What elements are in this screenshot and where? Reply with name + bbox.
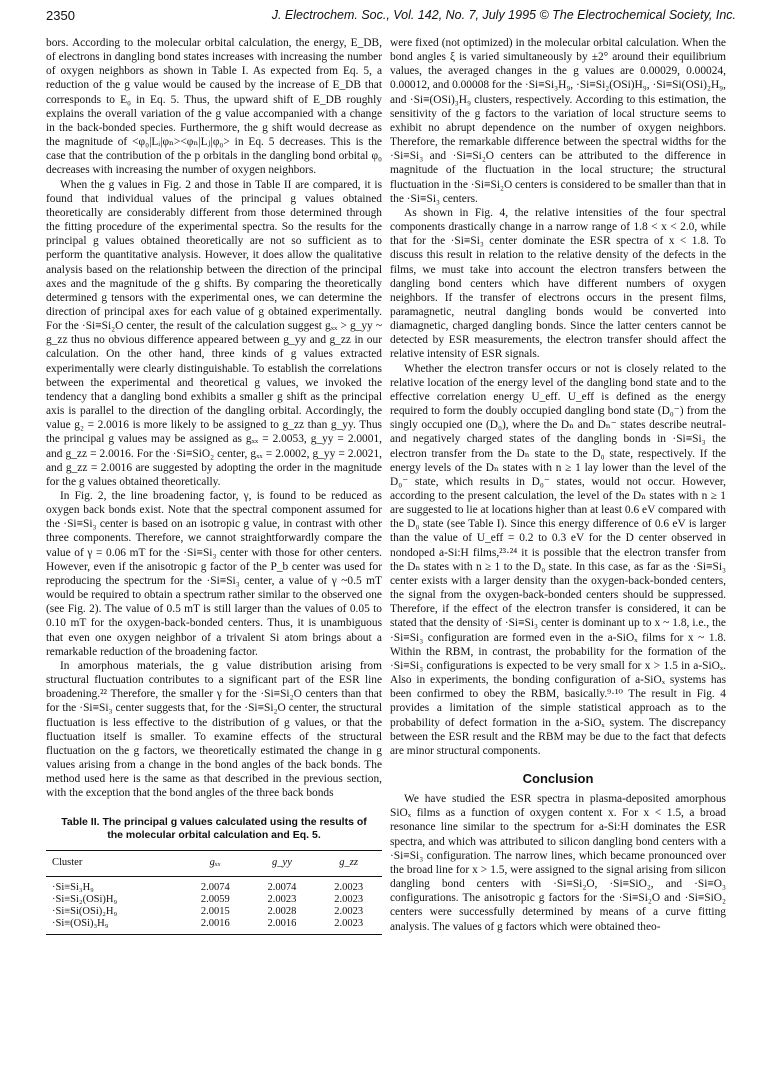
table-cell: 2.0074 [200,881,230,893]
table-cell: 2.0059 [200,893,230,905]
table-cell: ·Si≡Si(OSi)₂H₉ [52,905,118,917]
body-paragraph: bors. According to the molecular orbital calculation, the energy, E_DB, of electrons in dangling bond states increases with increasing the number of oxygen neighbors as shown in Table I. As expected from Eq. 5, a reduction of the g value would be caused by the increase of E_DB that corresponds to E₀ in Eq. 5. Thus, the upward shift of E_DB roughly explains the overall variation of the g value accompanied with a change in the back-bonded species. Furthermore, the g shift would decrease as the magnitude of <φ₀|Lᵢ|φₙ><φₙ|Lⱼ|φ₀> in Eq. 5 decreases. This is the case that the contribution of the p orbitals in the dangling bond orbital φ₀ decreases with increasing the number of oxygen neighbors. [46,37,382,177]
table-cell: 2.0023 [334,881,364,893]
table-header-cell: Cluster [52,857,83,869]
table-header-cell: gₓₓ [209,857,221,869]
table-cell: 2.0023 [334,893,364,905]
table-cell: 2.0023 [334,917,364,929]
table-header-cell: g_zz [339,857,358,869]
page-header [46,8,736,30]
table-cell: ·Si≡Si₂(OSi)H₉ [52,893,118,905]
table-header-row [46,851,382,876]
table-cell: 2.0016 [200,917,230,929]
table-header-cell: g_yy [272,857,292,869]
right-column [390,36,726,934]
table-row [46,906,382,918]
table-cell: ·Si≡Si₃H₉ [52,881,94,893]
table-cell: 2.0016 [267,917,297,929]
page-number: 2350 [46,8,75,23]
table-row [46,894,382,906]
body-paragraph: In amorphous materials, the g value distribution arising from structural fluctuation contributes to a significant part of the ESR line broadening.²² Therefore, the smaller γ for the ·Si≡Si₂O centers than that for the ·Si≡Si₃ center suggests that, for the ·Si≡Si₂O center, the structural fluctuation is less effective to the distribution of g values, or that the fluctuation itself is smaller. To examine effects of the structural fluctuation on the g factors, we theoretically estimated the change in g values arising from a change in the bond angles of the back bonds. The method used here is the same as that described in the previous section, with the exception that the bond angles of the three back bonds [46,659,382,800]
table-row [46,918,382,935]
journal-citation: J. Electrochem. Soc., Vol. 142, No. 7, July 1995 © The Electrochemical Society, Inc. [271,8,736,22]
conclusion-paragraph: We have studied the ESR spectra in plasma-deposited amorphous SiOₓ films as a function of oxygen content x. For x < 1.5, a broad resonance line similar to the spectrum for a-Si:H dominates the ESR spectra, and which was attributed to silicon dangling bond centers with a ·Si≡Si₃ configuration. The narrow lines, which became pronounced over the broad line for x > 1.5, were assigned to the signal arising from silicon dangling bond centers with ·Si≡Si₂O, ·Si≡SiO₂, and ·Si≡O₃ configurations. The anisotropic g factors for the ·Si≡Si₂O and ·Si≡SiO₂ centers were successfully determined by means of a curve fitting analysis. The values of g factors which were obtained theo- [390,793,726,933]
body-paragraph: Whether the electron transfer occurs or not is closely related to the relative location of the energy level of the dangling bond state and to the effective correlation energy U_eff. U_eff is defined as the energy required to form the doubly occupied dangling bond state (D₀⁻) from the singly occupied one (D₀), where the Dₙ and Dₙ⁻ states describe neutral- and negatively charged states of the dangling bonds in ·Si≡Si₃ the electron transfer from the Dₙ state to the D₀ state, respectively. If the energy levels of the Dₙ states with n ≥ 1 lay lower than the level of the D₀⁻ state, which results in D₀⁻ states, would not occur. However, according to the present calculation, the level of the Dₙ states with n ≥ 1 are suggested to lie at locations higher than at least 0.6 eV compared with the D₀ state (see Table I). Since this energy difference of 0.6 eV is larger than the value of U_eff = 0.2 to 0.3 eV for the D center observed in nondoped a-Si:H films,²³·²⁴ it is possible that the electron transfer from the Dₙ states with n ≥ 1 to the D₀ state. In this case, as far as the ·Si≡Si₃ center exists with a larger density than the oxygen-back-bonded centers, the signal from the oxygen-back-bonded centers should be suppressed. Therefore, if the effect of the electron transfer is considered, it can be stated that the density of ·Si≡Si₃ center is dominant up to x ~ 1.8, i.e., the ·Si≡Si₃ configuration are formed even in the a-SiOₓ films for x ~ 1.8. Within the RBM, in contrast, the probability for the formation of the ·Si≡Si₃ configurations is expected to be very small for x > 1.5 in a-SiOₓ. Also in experiments, the bonding configuration of a-SiOₓ systems has been confirmed to obey the RBM, basically.⁹·¹⁰ The result in Fig. 4 provides a limitation of the simple statistical approach as to the probability of defect formation in the a-SiOₓ system. The discrepancy between the ESR result and the RBM may be due to the fact that defects are minor structural components. [390,362,726,757]
table-cell: 2.0023 [267,893,297,905]
conclusion-heading: Conclusion [522,770,594,786]
body-paragraph: As shown in Fig. 4, the relative intensities of the four spectral components drastically change in a narrow range of 1.8 < x < 2.0, while that for the ·Si≡Si₃ center dominate the ESR spectra of x < 1.8. To discuss this result in relation to the relative density of the defects in the films, we must take into account the electron transfers between the dangling bond centers which have different numbers of oxygen neighbors. If the transfer of electrons occurs in the present films, paramagnetic, neutral dangling bonds would be converted into diamagnetic, charged dangling bonds. Since the latter centers cannot be detected by ESR measurements, the electron transfer should affect the relative intensity of ESR signals. [390,206,726,361]
table-cell: 2.0023 [334,905,364,917]
table-cell: ·Si≡(OSi)₃H₉ [52,917,109,929]
body-paragraph: In Fig. 2, the line broadening factor, γ, is found to be reduced as oxygen back bonds exist. Note that the spectral component assumed for the ·Si≡Si₃ center is based on an isotropic g value, in contrast with other three components. Therefore, we cannot straightforwardly compare the value of γ = 0.06 mT for the ·Si≡Si₃ center with those for other centers. However, even if the anisotropic g factor of the P_b center was used for reproducing the spectrum for the ·Si≡Si₃ center, a value of γ ~0.5 mT would be required to obtain a spectrum rather similar to the observed one (see Fig. 2). The value of 0.5 mT is still larger than the values of 0.05 to 0.10 mT for the oxygen-back-bonded centers. Thus, it is unambiguous that even one oxygen neighbor of a trivalent Si atom brings about a remarkable reduction of the broadening factor. [46,490,382,658]
table-row [46,876,382,894]
left-column [46,36,382,935]
table-cell: 2.0028 [267,905,297,917]
table-cell: 2.0074 [267,881,297,893]
table-cell: 2.0015 [200,905,230,917]
table-title: Table II. The principal g values calculated using the results of the molecular orbital calculation and Eq. 5. [61,816,367,842]
g-values-table [46,850,382,934]
body-paragraph: When the g values in Fig. 2 and those in Table II are compared, it is found that individual values of the principal g values obtained theoretically are considerably different from those determined through the fitting procedure of the experimental spectra. So the results for the principal g values obtained theoretically are not so sufficient as to perform the quantitative analysis. However, it does allow the qualitative analysis based on the relationship between the direction of the principal axes and the magnitude of the g shifts. By comparing the theoretically determined g tensors with the experimental ones, we can determine the direction of principal axes for each value of g obtained experimentally. For the ·Si≡Si₂O center, the result of the calculation suggest gₓₓ > g_yy ~ g_zz thus no obvious difference appeared between g_yy and g_zz in our calculation. On the other hand, three kinds of g values extracted experimentally were clearly distinguishable. To establish the correlations between the experimental and theoretical g values, we invoked the tendency that a dangling bond exhibits a smaller g shift as the principal axis is parallel to the direction of the dangling orbital. Accordingly, the value g₂ = 2.0016 is more likely to be assigned to g_zz than g_yy. Thus the principal g values may be assigned as gₓₓ = 2.0053, g_yy = 2.0001, and g_zz = 2.0016. For the ·Si≡SiO₂ center, gₓₓ = 2.0002, g_yy = 2.0021, and g_zz = 2.0016 are suggested by adopting the order in the magnitude for the g values obtained theoretically. [46,178,382,488]
body-paragraph: were fixed (not optimized) in the molecular orbital calculation. When the bond angles ξ is varied simultaneously by ±2° around their equilibrium values, the averaged changes in the g values are 0.00029, 0.00024, 0.00012, and 0.00008 for the ·Si≡Si₃H₉, ·Si≡Si₂(OSi)H₉, ·Si≡Si(OSi)₂H₉, and ·Si≡(OSi)₃H₉ clusters, respectively. According to this estimation, the sensitivity of the g factors to the variation of local structure seems to exhibit no abrupt dependence on the number of oxygen neighbors. Therefore, the remarkable difference between the spectral widths for the ·Si≡Si₃ and ·Si≡Si₂O centers can be attributed to the difference in magnitude of the fluctuation in the local structure; the structural fluctuation in the ·Si≡Si₂O centers is considered to be smaller than that in the ·Si≡Si₃ centers. [390,37,726,205]
